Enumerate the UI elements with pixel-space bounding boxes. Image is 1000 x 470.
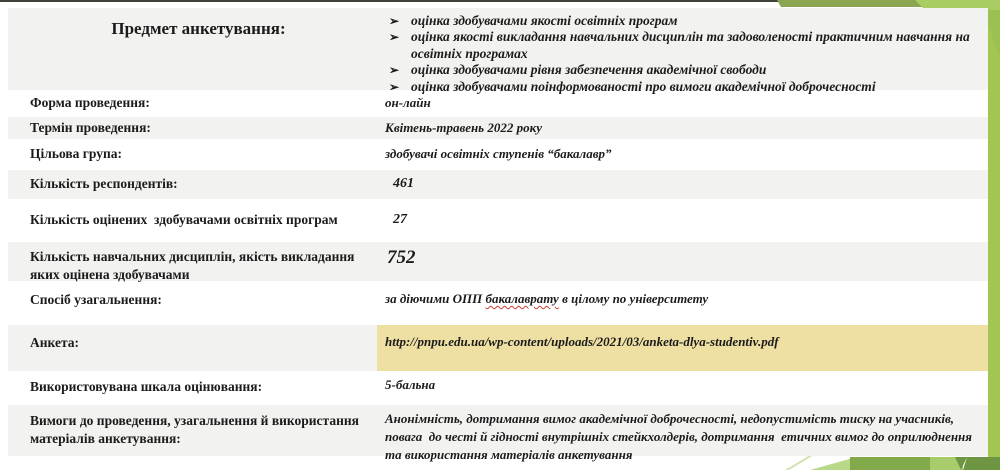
table-row-generalization [8,283,988,323]
table-row-questionnaire [8,325,988,371]
bottom-right-corner-decoration [700,455,1000,470]
row-label: Анкета: [30,335,80,350]
misspelled-word: бакалаврату [485,291,559,306]
bullet-item [385,29,974,62]
row-label-cell [8,242,377,281]
arrowhead-bullet-icon: ➢ [389,30,400,45]
row-label-cell [8,371,377,403]
arrowhead-bullet-icon: ➢ [389,14,400,28]
arrowhead-bullet-icon: ➢ [389,63,400,78]
arrowhead-bullet-icon: ➢ [389,79,400,94]
row-value-text: в цілому по університету [558,291,709,306]
row-value: Квітень-травень 2022 року [385,119,542,135]
bullet-text: оцінка здобувачами рівня забезпечення академічної свободи [411,62,767,78]
bullet-list [385,11,974,95]
table-row-scale [8,371,988,403]
row-value-cell [377,8,988,94]
row-value-cell [377,92,988,115]
table-row-target-group [8,141,988,168]
row-label-cell [8,8,377,90]
table-row-respondents [8,170,988,199]
row-value: 752 [387,247,416,268]
right-edge-strip [988,0,1000,470]
table-row-term [8,117,988,139]
row-label: Цільова група: [30,146,123,162]
bullet-text: оцінка якості викладання навчальних дисциплін та задоволеності практичним навчання на освітніх програмах [411,29,970,61]
row-label: Форма проведення: [30,95,150,111]
row-label: Предмет анкетування: [111,19,286,38]
row-value: 461 [393,176,414,192]
row-label: Термін проведення: [30,119,151,135]
survey-summary-table [8,8,988,462]
row-value-cell [377,117,988,139]
table-row-requirements [8,405,988,462]
questionnaire-url-link[interactable]: http://pnpu.edu.ua/wp-content/uploads/2021/03/anketa-dlya-studentiv.pdf [385,334,779,349]
row-label-cell [8,141,377,168]
row-value-text: за діючими ОПП [385,291,486,306]
row-label-cell [8,170,377,199]
row-label: Кількість оцінених здобувачами освітніх програм [30,211,338,227]
row-value-cell [377,170,988,199]
row-label-cell [8,92,377,115]
row-value-cell [377,141,988,168]
row-value-cell [377,371,988,403]
table-row-form [8,92,988,115]
row-label-cell [8,405,377,456]
row-label-cell [8,283,377,323]
row-label-cell [8,325,377,371]
row-label: Спосіб узагальнення: [30,292,162,307]
bullet-text: оцінка здобувачами поінформованості про вимоги академічної доброчесності [411,78,876,94]
bullet-item [385,13,974,29]
row-value-cell [377,201,988,239]
row-value-cell [377,405,988,462]
row-value [385,291,708,306]
table-row-subject [8,8,988,94]
row-label: Використовувана шкала оцінювання: [30,378,263,394]
row-label-cell [8,117,377,139]
row-label: Вимоги до проведення, узагальнення й використання матеріалів анкетування: [30,413,363,446]
row-value: здобувачі освітніх ступенів “бакалавр” [385,146,612,162]
row-label: Кількість навчальних дисциплін, якість викладання яких оцінена здобувачами [30,249,358,282]
table-row-disciplines-count [8,242,988,281]
row-value: он-лайн [385,95,431,111]
table-row-programs-count [8,201,988,239]
bullet-text: оцінка здобувачами якості освітніх програм [411,13,678,28]
row-label: Кількість респондентів: [30,176,178,192]
bullet-item [385,62,974,78]
row-value-cell-highlighted [377,325,988,371]
row-value: Анонімність, дотримання вимог академічної доброчесності, недопустимість тиску на учасників, повага до честі й гідності внутрішніх стейкхолдерів, дотримання етичних вимог до оприлюднення та використання матеріалів анкетування [385,411,976,462]
row-value: 27 [393,211,407,227]
row-value-cell [377,242,988,281]
row-value: 5-бальна [385,377,436,392]
row-value-cell [377,283,988,323]
row-label-cell [8,201,377,239]
